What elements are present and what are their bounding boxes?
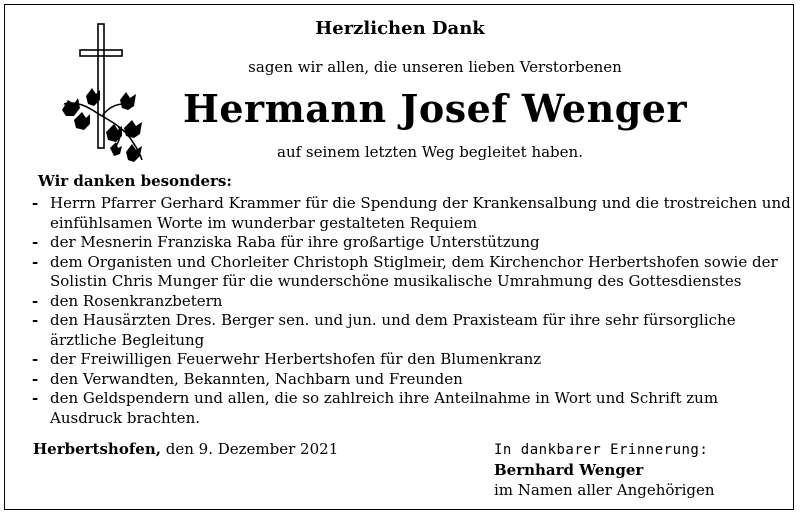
list-item xyxy=(32,194,792,233)
date: den 9. Dezember 2021 xyxy=(165,440,339,458)
list-item-text: den Hausärzten Dres. Berger sen. und jun. und dem Praxisteam für ihre sehr fürsorgliche ärztliche Begleitung xyxy=(50,311,736,349)
dash-bullet: - xyxy=(32,252,39,271)
notice-heading: Herzlichen Dank xyxy=(315,18,485,39)
signer-note: im Namen aller Angehörigen xyxy=(494,481,715,499)
dash-bullet: - xyxy=(32,389,39,407)
list-item xyxy=(32,389,792,428)
list-item-text: den Rosenkranzbetern xyxy=(50,291,223,310)
signature-block xyxy=(494,440,715,500)
dash-bullet: - xyxy=(32,233,39,251)
list-item-text: der Mesnerin Franziska Raba für ihre großartige Unterstützung xyxy=(50,233,540,251)
list-item xyxy=(32,253,792,292)
list-item-text: dem Organisten und Chorleiter Christoph Stiglmeir, dem Kirchenchor Herbertshofen sowie der Solistin Chris Munger für die wunderschöne musikalische Umrahmung des Gottesdienstes xyxy=(50,252,778,290)
remembrance-label: In dankbarer Erinnerung: xyxy=(494,442,709,458)
place: Herbertshofen, xyxy=(33,440,161,458)
thanks-list xyxy=(32,194,792,428)
dash-bullet: - xyxy=(32,291,39,310)
signer-name: Bernhard Wenger xyxy=(494,461,644,479)
list-item xyxy=(32,311,792,350)
deceased-name: Hermann Josef Wenger xyxy=(182,86,688,131)
list-item xyxy=(32,370,792,390)
dash-bullet: - xyxy=(32,350,39,368)
dash-bullet: - xyxy=(32,369,39,388)
place-date xyxy=(33,440,338,458)
list-item xyxy=(32,233,792,253)
list-item-text: Herrn Pfarrer Gerhard Krammer für die Spendung der Krankensalbung und die trostreichen und einfühlsamen Worte im wunderbar gestalteten Requiem xyxy=(50,194,791,232)
list-item-text: der Freiwilligen Feuerwehr Herbertshofen für den Blumenkranz xyxy=(50,350,542,368)
dash-bullet: - xyxy=(32,194,39,212)
list-item-text: den Verwandten, Bekannten, Nachbarn und Freunden xyxy=(50,369,463,388)
dash-bullet: - xyxy=(32,311,39,329)
list-item xyxy=(32,292,792,312)
list-item-text: den Geldspendern und allen, die so zahlreich ihre Anteilnahme in Wort und Schrift zum Ausdruck brachten. xyxy=(50,389,719,427)
outro-text: auf seinem letzten Weg begleitet haben. xyxy=(277,143,583,161)
list-item xyxy=(32,350,792,370)
thanks-title: Wir danken besonders: xyxy=(38,172,232,190)
intro-text: sagen wir allen, die unseren lieben Verstorbenen xyxy=(248,58,622,76)
